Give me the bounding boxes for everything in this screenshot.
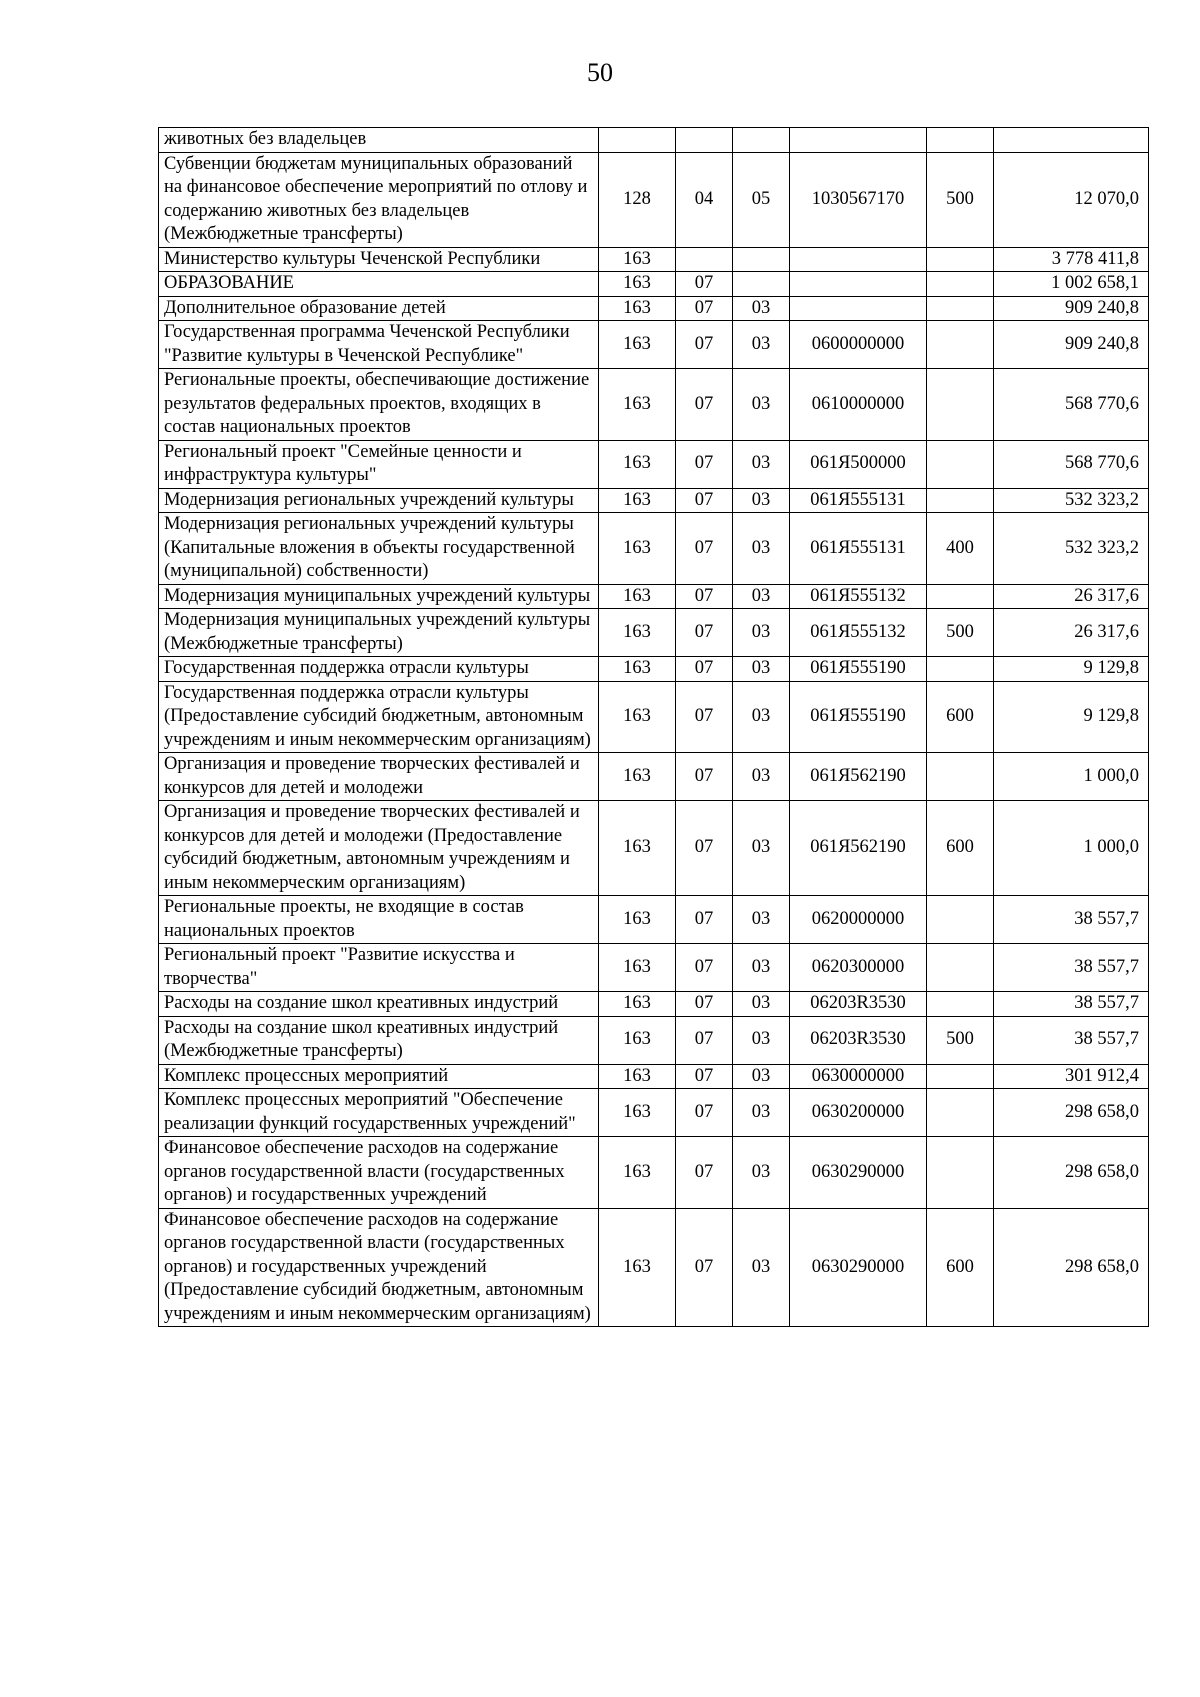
target-article-cell: 0630290000 xyxy=(790,1137,927,1209)
amount-cell: 298 658,0 xyxy=(994,1089,1149,1137)
name-cell: Региональный проект "Развитие искусства и творчества" xyxy=(159,944,599,992)
amount-cell: 301 912,4 xyxy=(994,1064,1149,1089)
expense-type-cell xyxy=(927,321,994,369)
subsection-cell: 03 xyxy=(733,321,790,369)
section-cell: 07 xyxy=(676,321,733,369)
table-row xyxy=(159,152,1149,247)
table-row xyxy=(159,896,1149,944)
expense-type-cell: 500 xyxy=(927,609,994,657)
name-cell: Дополнительное образование детей xyxy=(159,296,599,321)
section-cell: 07 xyxy=(676,1064,733,1089)
name-cell: Министерство культуры Чеченской Республики xyxy=(159,247,599,272)
subsection-cell: 03 xyxy=(733,1208,790,1327)
subsection-cell: 05 xyxy=(733,152,790,247)
section-cell: 07 xyxy=(676,681,733,753)
name-cell: Модернизация региональных учреждений культуры xyxy=(159,488,599,513)
table-row xyxy=(159,247,1149,272)
amount-cell: 26 317,6 xyxy=(994,609,1149,657)
expense-type-cell xyxy=(927,992,994,1017)
section-cell: 07 xyxy=(676,1137,733,1209)
table-row xyxy=(159,272,1149,297)
expense-type-cell xyxy=(927,440,994,488)
ved-cell: 163 xyxy=(599,992,676,1017)
subsection-cell: 03 xyxy=(733,801,790,896)
subsection-cell: 03 xyxy=(733,584,790,609)
table-row xyxy=(159,801,1149,896)
amount-cell: 532 323,2 xyxy=(994,513,1149,585)
amount-cell: 9 129,8 xyxy=(994,681,1149,753)
expense-type-cell xyxy=(927,128,994,153)
table-row xyxy=(159,1064,1149,1089)
table-row xyxy=(159,1016,1149,1064)
section-cell: 07 xyxy=(676,1016,733,1064)
expense-type-cell: 500 xyxy=(927,152,994,247)
page-number: 50 xyxy=(587,58,613,87)
expense-type-cell: 500 xyxy=(927,1016,994,1064)
section-cell: 07 xyxy=(676,369,733,441)
target-article-cell: 061Я555190 xyxy=(790,657,927,682)
section-cell: 07 xyxy=(676,488,733,513)
table-row xyxy=(159,128,1149,153)
expense-type-cell xyxy=(927,247,994,272)
expense-type-cell: 600 xyxy=(927,681,994,753)
table-row xyxy=(159,513,1149,585)
table-row xyxy=(159,321,1149,369)
amount-cell: 38 557,7 xyxy=(994,896,1149,944)
subsection-cell: 03 xyxy=(733,1016,790,1064)
section-cell: 07 xyxy=(676,1208,733,1327)
expense-type-cell xyxy=(927,369,994,441)
ved-cell: 163 xyxy=(599,1016,676,1064)
target-article-cell: 06203R3530 xyxy=(790,1016,927,1064)
name-cell: Региональный проект "Семейные ценности и инфраструктура культуры" xyxy=(159,440,599,488)
ved-cell xyxy=(599,128,676,153)
expense-type-cell: 600 xyxy=(927,801,994,896)
ved-cell: 163 xyxy=(599,488,676,513)
expense-type-cell xyxy=(927,1089,994,1137)
target-article-cell: 0600000000 xyxy=(790,321,927,369)
table-row xyxy=(159,657,1149,682)
expense-type-cell xyxy=(927,1137,994,1209)
subsection-cell: 03 xyxy=(733,1137,790,1209)
amount-cell: 1 000,0 xyxy=(994,753,1149,801)
target-article-cell: 061Я555131 xyxy=(790,488,927,513)
expense-type-cell xyxy=(927,896,994,944)
table-row xyxy=(159,992,1149,1017)
table-body xyxy=(159,128,1149,1327)
table-row xyxy=(159,681,1149,753)
ved-cell: 163 xyxy=(599,321,676,369)
name-cell: Субвенции бюджетам муниципальных образований на финансовое обеспечение мероприятий по отлову и содержанию животных без владельцев (Межбюджетные трансферты) xyxy=(159,152,599,247)
ved-cell: 163 xyxy=(599,753,676,801)
ved-cell: 163 xyxy=(599,1137,676,1209)
name-cell: животных без владельцев xyxy=(159,128,599,153)
target-article-cell: 061Я555190 xyxy=(790,681,927,753)
expense-type-cell xyxy=(927,584,994,609)
subsection-cell: 03 xyxy=(733,657,790,682)
ved-cell: 163 xyxy=(599,657,676,682)
subsection-cell xyxy=(733,247,790,272)
table-row xyxy=(159,440,1149,488)
ved-cell: 163 xyxy=(599,1089,676,1137)
ved-cell: 163 xyxy=(599,801,676,896)
name-cell: Расходы на создание школ креативных индустрий xyxy=(159,992,599,1017)
amount-cell: 298 658,0 xyxy=(994,1208,1149,1327)
table-row xyxy=(159,753,1149,801)
name-cell: Государственная поддержка отрасли культуры (Предоставление субсидий бюджетным, автономным учреждениям и иным некоммерческим организациям) xyxy=(159,681,599,753)
amount-cell: 532 323,2 xyxy=(994,488,1149,513)
ved-cell: 163 xyxy=(599,272,676,297)
section-cell: 04 xyxy=(676,152,733,247)
subsection-cell xyxy=(733,128,790,153)
target-article-cell: 0620000000 xyxy=(790,896,927,944)
target-article-cell: 1030567170 xyxy=(790,152,927,247)
name-cell: Региональные проекты, обеспечивающие достижение результатов федеральных проектов, входящих в состав национальных проектов xyxy=(159,369,599,441)
section-cell: 07 xyxy=(676,513,733,585)
ved-cell: 163 xyxy=(599,944,676,992)
section-cell: 07 xyxy=(676,440,733,488)
name-cell: Организация и проведение творческих фестивалей и конкурсов для детей и молодежи (Предоставление субсидий бюджетным, автономным учреждениям и иным некоммерческим организациям) xyxy=(159,801,599,896)
target-article-cell: 0630200000 xyxy=(790,1089,927,1137)
target-article-cell: 061Я555132 xyxy=(790,584,927,609)
target-article-cell: 06203R3530 xyxy=(790,992,927,1017)
expense-type-cell xyxy=(927,1064,994,1089)
section-cell: 07 xyxy=(676,944,733,992)
section-cell: 07 xyxy=(676,1089,733,1137)
target-article-cell: 0630290000 xyxy=(790,1208,927,1327)
expense-type-cell xyxy=(927,657,994,682)
section-cell: 07 xyxy=(676,992,733,1017)
section-cell: 07 xyxy=(676,657,733,682)
subsection-cell: 03 xyxy=(733,296,790,321)
amount-cell: 1 000,0 xyxy=(994,801,1149,896)
target-article-cell: 061Я562190 xyxy=(790,801,927,896)
name-cell: Организация и проведение творческих фестивалей и конкурсов для детей и молодежи xyxy=(159,753,599,801)
amount-cell: 12 070,0 xyxy=(994,152,1149,247)
name-cell: Комплекс процессных мероприятий xyxy=(159,1064,599,1089)
name-cell: Региональные проекты, не входящие в состав национальных проектов xyxy=(159,896,599,944)
target-article-cell xyxy=(790,128,927,153)
name-cell: Модернизация муниципальных учреждений культуры (Межбюджетные трансферты) xyxy=(159,609,599,657)
subsection-cell: 03 xyxy=(733,1089,790,1137)
amount-cell: 1 002 658,1 xyxy=(994,272,1149,297)
ved-cell: 163 xyxy=(599,247,676,272)
amount-cell: 38 557,7 xyxy=(994,1016,1149,1064)
ved-cell: 163 xyxy=(599,1208,676,1327)
subsection-cell: 03 xyxy=(733,896,790,944)
table-row xyxy=(159,609,1149,657)
target-article-cell: 061Я555131 xyxy=(790,513,927,585)
name-cell: Финансовое обеспечение расходов на содержание органов государственной власти (государственных органов) и государственных учреждений (Предоставление субсидий бюджетным, автономным учреждениям и иным некоммерческим организациям) xyxy=(159,1208,599,1327)
ved-cell: 163 xyxy=(599,681,676,753)
expense-type-cell: 600 xyxy=(927,1208,994,1327)
name-cell: Модернизация региональных учреждений культуры (Капитальные вложения в объекты государственной (муниципальной) собственности) xyxy=(159,513,599,585)
ved-cell: 163 xyxy=(599,440,676,488)
amount-cell: 9 129,8 xyxy=(994,657,1149,682)
target-article-cell xyxy=(790,247,927,272)
target-article-cell xyxy=(790,272,927,297)
target-article-cell: 061Я555132 xyxy=(790,609,927,657)
table-row xyxy=(159,1137,1149,1209)
name-cell: Государственная программа Чеченской Республики "Развитие культуры в Чеченской Республике" xyxy=(159,321,599,369)
ved-cell: 163 xyxy=(599,296,676,321)
expense-type-cell xyxy=(927,753,994,801)
table-row xyxy=(159,944,1149,992)
section-cell: 07 xyxy=(676,296,733,321)
name-cell: Комплекс процессных мероприятий "Обеспечение реализации функций государственных учреждений" xyxy=(159,1089,599,1137)
subsection-cell: 03 xyxy=(733,440,790,488)
ved-cell: 163 xyxy=(599,513,676,585)
amount-cell: 298 658,0 xyxy=(994,1137,1149,1209)
subsection-cell: 03 xyxy=(733,369,790,441)
amount-cell: 26 317,6 xyxy=(994,584,1149,609)
expense-type-cell xyxy=(927,944,994,992)
section-cell: 07 xyxy=(676,801,733,896)
table-row xyxy=(159,1208,1149,1327)
expense-type-cell xyxy=(927,488,994,513)
expense-type-cell xyxy=(927,272,994,297)
section-cell: 07 xyxy=(676,272,733,297)
name-cell: Модернизация муниципальных учреждений культуры xyxy=(159,584,599,609)
subsection-cell: 03 xyxy=(733,1064,790,1089)
table-row xyxy=(159,584,1149,609)
table-row xyxy=(159,369,1149,441)
name-cell: Финансовое обеспечение расходов на содержание органов государственной власти (государственных органов) и государственных учреждений xyxy=(159,1137,599,1209)
name-cell: Расходы на создание школ креативных индустрий (Межбюджетные трансферты) xyxy=(159,1016,599,1064)
ved-cell: 163 xyxy=(599,609,676,657)
section-cell: 07 xyxy=(676,584,733,609)
name-cell: Государственная поддержка отрасли культуры xyxy=(159,657,599,682)
ved-cell: 163 xyxy=(599,1064,676,1089)
amount-cell: 909 240,8 xyxy=(994,321,1149,369)
subsection-cell: 03 xyxy=(733,992,790,1017)
section-cell xyxy=(676,247,733,272)
budget-table xyxy=(158,127,1149,1327)
target-article-cell xyxy=(790,296,927,321)
section-cell: 07 xyxy=(676,753,733,801)
target-article-cell: 0630000000 xyxy=(790,1064,927,1089)
subsection-cell: 03 xyxy=(733,681,790,753)
subsection-cell: 03 xyxy=(733,753,790,801)
ved-cell: 163 xyxy=(599,369,676,441)
ved-cell: 163 xyxy=(599,584,676,609)
section-cell: 07 xyxy=(676,609,733,657)
subsection-cell: 03 xyxy=(733,944,790,992)
table-row xyxy=(159,1089,1149,1137)
target-article-cell: 0610000000 xyxy=(790,369,927,441)
amount-cell xyxy=(994,128,1149,153)
subsection-cell xyxy=(733,272,790,297)
amount-cell: 909 240,8 xyxy=(994,296,1149,321)
subsection-cell: 03 xyxy=(733,513,790,585)
subsection-cell: 03 xyxy=(733,609,790,657)
amount-cell: 3 778 411,8 xyxy=(994,247,1149,272)
table-row xyxy=(159,296,1149,321)
amount-cell: 38 557,7 xyxy=(994,992,1149,1017)
ved-cell: 128 xyxy=(599,152,676,247)
table-row xyxy=(159,488,1149,513)
target-article-cell: 061Я562190 xyxy=(790,753,927,801)
amount-cell: 568 770,6 xyxy=(994,440,1149,488)
amount-cell: 568 770,6 xyxy=(994,369,1149,441)
subsection-cell: 03 xyxy=(733,488,790,513)
ved-cell: 163 xyxy=(599,896,676,944)
target-article-cell: 0620300000 xyxy=(790,944,927,992)
expense-type-cell xyxy=(927,296,994,321)
section-cell xyxy=(676,128,733,153)
section-cell: 07 xyxy=(676,896,733,944)
name-cell: ОБРАЗОВАНИЕ xyxy=(159,272,599,297)
amount-cell: 38 557,7 xyxy=(994,944,1149,992)
expense-type-cell: 400 xyxy=(927,513,994,585)
target-article-cell: 061Я500000 xyxy=(790,440,927,488)
